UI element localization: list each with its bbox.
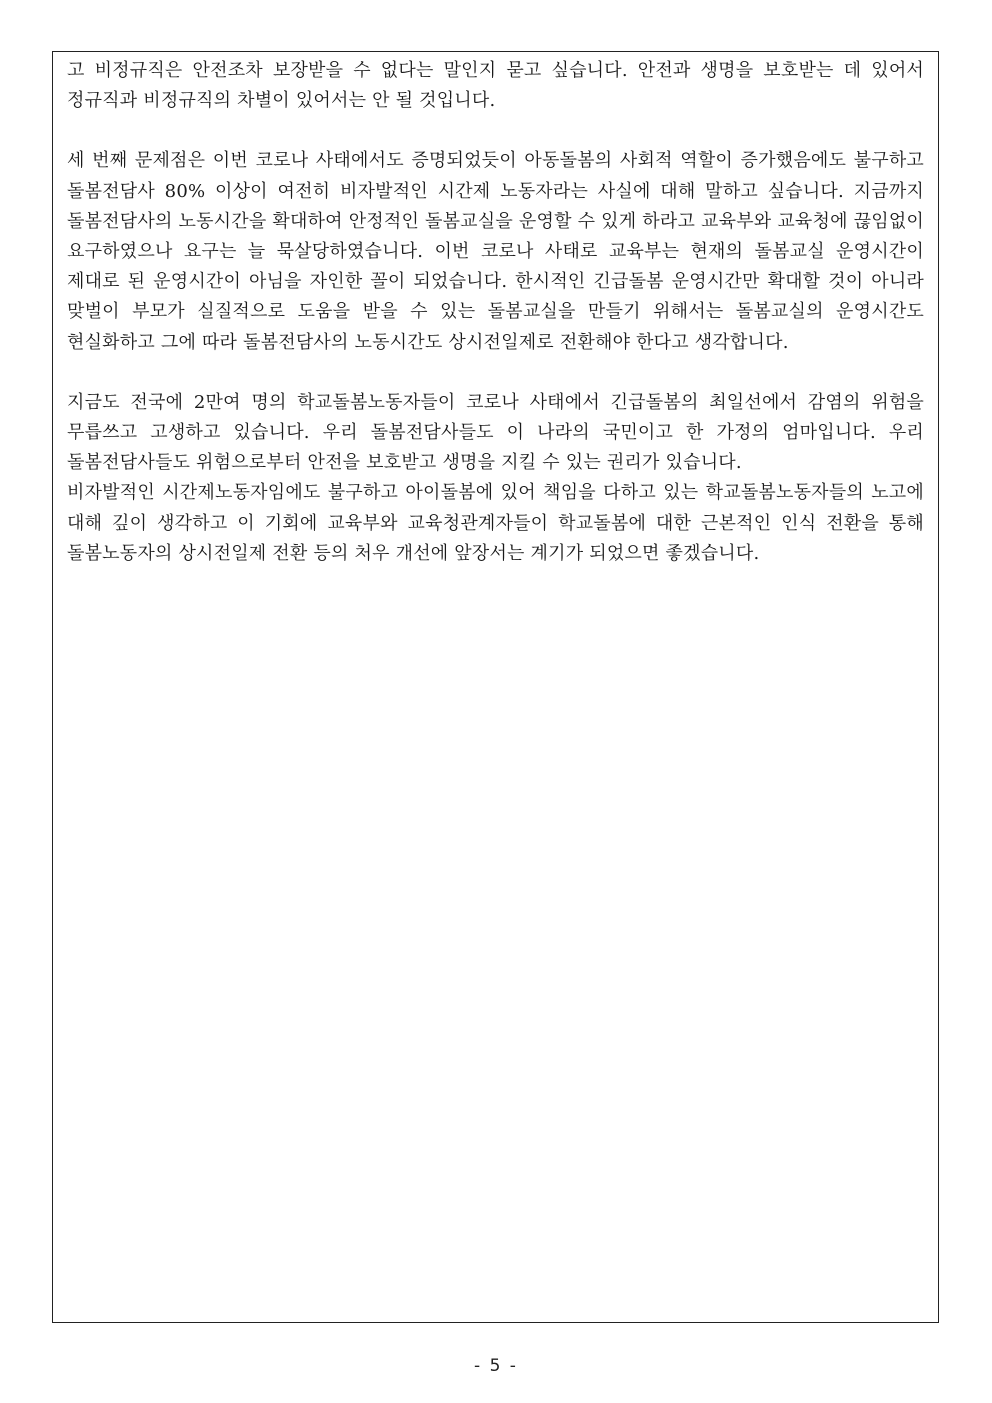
paragraph-equal-safety: 고 비정규직은 안전조차 보장받을 수 없다는 말인지 묻고 싶습니다. 안전과 생명을 보호받는 데 있어서 정규직과 비정규직의 차별이 있어서는 안 될 것입니다.	[67, 60, 924, 112]
page-number: - 5 -	[474, 1356, 518, 1376]
paragraph-third-problem: 세 번째 문제점은 이번 코로나 사태에서도 증명되었듯이 아동돌봄의 사회적 역할이 증가했음에도 불구하고 돌봄전담사 80% 이상이 여전히 비자발적인 시간제 노동자라는 사실에 대해 말하고 싶습니다. 지금까지 돌봄전담사의 노동시간을 확대하여 안정적인 돌봄교실을 운영할 수 있게 하라고 교육부와 교육청에 끊임없이 요구하였으나 요구는 늘 묵살당하였습니다. 이번 코로나 사태로 교육부는 현재의 돌봄교실 운영시간이 제대로 된 운영시간이 아님을 자인한 꼴이 되었습니다. 한시적인 긴급돌봄 운영시간만 확대할 것이 아니라 맞벌이 부모가 실질적으로 도움을 받을 수 있는 돌봄교실을 만들기 위해서는 돌봄교실의 운영시간도 현실화하고 그에 따라 돌봄전담사의 노동시간도 상시전일제로 전환해야 한다고 생각합니다.	[67, 150, 924, 353]
paragraph-closing-request: 비자발적인 시간제노동자임에도 불구하고 아이돌봄에 있어 책임을 다하고 있는 학교돌봄노동자들의 노고에 대해 깊이 생각하고 이 기회에 교육부와 교육청관계자들이 학교돌봄에 대한 근본적인 인식 전환을 통해 돌봄노동자의 상시전일제 전환 등의 처우 개선에 앞장서는 계기가 되었으면 좋겠습니다.	[67, 482, 924, 564]
document-frame	[52, 51, 939, 1323]
paragraph-frontline-workers: 지금도 전국에 2만여 명의 학교돌봄노동자들이 코로나 사태에서 긴급돌봄의 최일선에서 감염의 위험을 무릅쓰고 고생하고 있습니다. 우리 돌봄전담사들도 이 나라의 국민이고 한 가정의 엄마입니다. 우리 돌봄전담사들도 위험으로부터 안전을 보호받고 생명을 지킬 수 있는 권리가 있습니다.	[67, 391, 924, 474]
